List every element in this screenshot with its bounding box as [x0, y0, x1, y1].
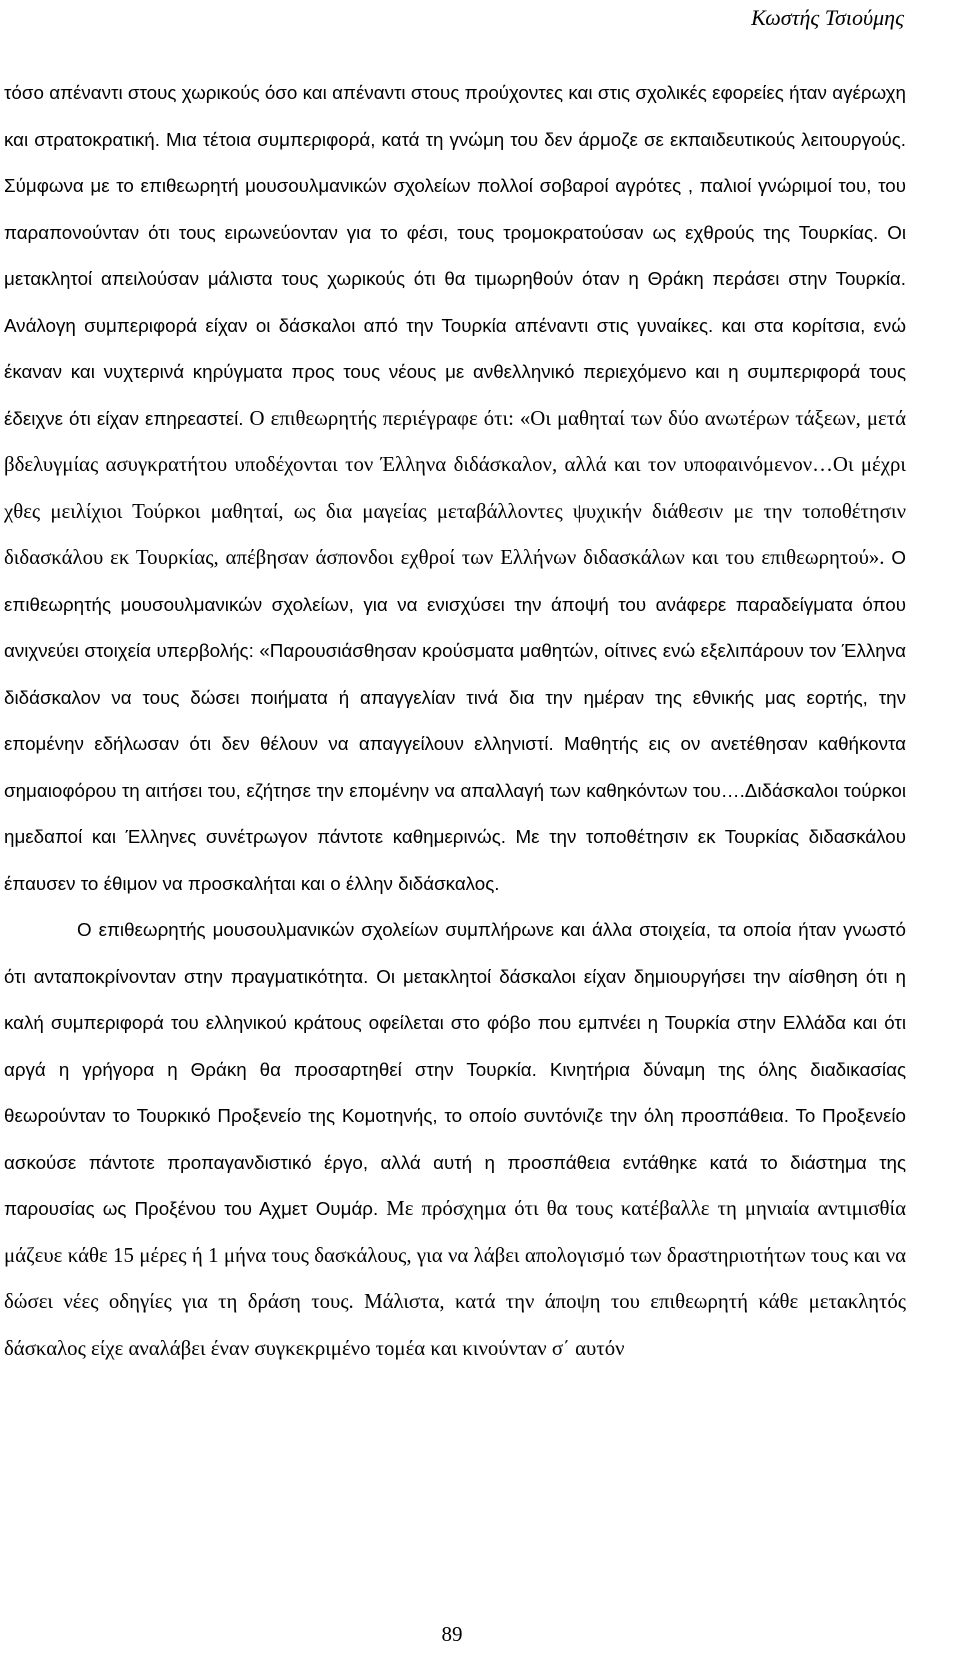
- paragraph-2-part-1: Ο επιθεωρητής μουσουλμανικών σχολείων συμπλήρωνε και άλλα στοιχεία, τα οποία ήταν γνωστό ότι ανταποκρίνονταν στην πραγματικότητα. Οι μετακλητοί δάσκαλοι είχαν δημιουργήσει την αίσθηση ότι η καλή συμπεριφορά του ελληνικού κράτους οφείλεται στο φόβο που εμπνέει η Τουρκία στην Ελλάδα και ότι αργά η γρήγορα η Θράκη θα προσαρτηθεί στην Τουρκία. Κινητήρια δύναμη της όλης διαδικασίας θεωρούνταν το Τουρκικό Προξενείο της Κομοτηνής, το οποίο συντόνιζε την όλη προσπάθεια. Το Προξενείο ασκούσε πάντοτε προπαγανδιστικό έργο, αλλά αυτή η προσπάθεια εντάθηκε κατά το διάστημα της παρουσίας ως Προξένου του Αχμετ Ουμάρ.: [4, 919, 906, 1219]
- paragraph-1-part-1: τόσο απέναντι στους χωρικούς όσο και απέναντι στους προύχοντες και στις σχολικές εφορείες ήταν αγέρωχη και στρατοκρατική. Μια τέτοια συμπεριφορά, κατά τη γνώμη του δεν άρμοζε σε εκπαιδευτικούς λειτουργούς. Σύμφωνα με το επιθεωρητή μουσουλμανικών σχολείων πολλοί σοβαροί αγρότες , παλιοί γνώριμοί του, του παραπονούνταν ότι τους ειρωνεύονταν για το φέσι, τους τρομοκρατούσαν ως εχθρούς της Τουρκίας. Οι μετακλητοί απειλούσαν μάλιστα τους χωρικούς ότι θα τιμωρηθούν όταν η Θράκη περάσει στην Τουρκία. Ανάλογη συμπεριφορά είχαν οι δάσκαλοι από την Τουρκία απέναντι στις γυναίκες. και στα κορίτσια, ενώ έκαναν και νυχτερινά κηρύγματα προς τους νέους με ανθελληνικό περιεχόμενο και η συμπεριφορά τους έδειχνε ότι είχαν επηρεαστεί.: [4, 82, 906, 429]
- body-text: [4, 70, 906, 1372]
- paragraph-2-part-2: Με πρόσχημα ότι θα τους κατέβαλλε τη μηνιαία αντιμισθία μάζευε κάθε 15 μέρες ή 1 μήνα τους δασκάλους, για να λάβει απολογισμό των δραστηριοτήτων τους και να δώσει νέες οδηγίες για τη δράση τους. Μάλιστα, κατά την άποψη του επιθεωρητή κάθε μετακλητός δάσκαλος είχε αναλάβει έναν συγκεκριμένο τομέα και κινούνταν σ΄ αυτόν: [4, 1197, 906, 1360]
- page-number: 89: [441, 1622, 463, 1646]
- paragraph-1-part-2: Ο επιθεωρητής περιέγραφε ότι: «Οι μαθηταί των δύο ανωτέρων τάξεων, μετά βδελυγμίας ασυγκρατήτου υποδέχονται τον Έλληνα διδάσκαλον, αλλά και τον υποφαινόμενον…Οι μέχρι χθες μειλίχιοι Τούρκοι μαθηταί, ως δια μαγείας μεταβάλλοντες ψυχικήν διάθεσιν με την τοποθέτησιν διδασκάλου εκ Τουρκίας, απέβησαν άσπονδοι εχθροί των Ελλήνων διδασκάλων και του επιθεωρητού».: [4, 406, 907, 569]
- paragraph-2: [4, 907, 906, 1372]
- paragraph-1-part-3: Ο επιθεωρητής μουσουλμανικών σχολείων, για να ενισχύσει την άποψή του ανάφερε παραδείγματα όπου ανιχνεύει στοιχεία υπερβολής: «Παρουσιάσθησαν κρούσματα μαθητών, οίτινες ενώ εξελιπάρουν τον Έλληνα διδάσκαλον να τους δώσει ποιήματα ή απαγγελίαν τινά δια την ημέραν της εθνικής μας εορτής, την επομένην εδήλωσαν ότι δεν θέλουν να απαγγείλουν ελληνιστί. Μαθητής εις ον ανετέθησαν καθήκοντα σημαιοφόρου τη αιτήσει του, εζήτησε την επομένην να απαλλαγή των καθηκόντων του….Διδάσκαλοι τούρκοι ημεδαποί και Έλληνες συνέτρωγον πάντοτε καθημερινώς. Με την τοποθέτησιν εκ Τουρκίας διδασκάλου έπαυσεν το έθιμον να προσκαλήται και ο έλλην διδάσκαλος.: [4, 547, 907, 894]
- running-head: Κωστής Τσιούμης: [751, 5, 904, 30]
- paragraph-1: [4, 70, 906, 907]
